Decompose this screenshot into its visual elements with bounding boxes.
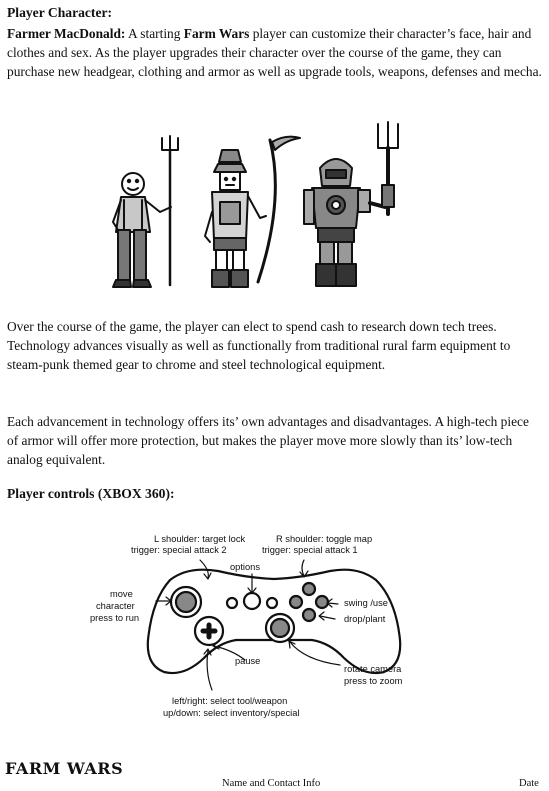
label-move-1: move xyxy=(110,589,133,599)
label-options: options xyxy=(230,562,260,572)
farm-wars-logo: FARM WARS xyxy=(5,759,124,778)
label-swing: swing /use xyxy=(344,598,388,608)
farmer-steampunk-figure xyxy=(205,137,300,287)
controls-heading: Player controls (XBOX 360): xyxy=(7,486,175,501)
label-rotate-2: press to zoom xyxy=(344,676,403,686)
game-name: Farm Wars xyxy=(183,26,250,41)
contact-info: Name and Contact Info xyxy=(222,778,321,789)
label-move-3: press to run xyxy=(90,613,140,623)
label-move-2: character xyxy=(96,601,135,611)
section-title: Player Character: xyxy=(7,5,113,20)
label-l-trigger: trigger: special attack 2 xyxy=(131,545,227,555)
tech-tree-paragraph: Over the course of the game, the player can elect to spend cash to research down tech trees. Technology advances visually as well as functionally from traditional rural farm equipment to steam-punk themed gear to chrome and steel technological equipment. xyxy=(7,319,511,372)
intro-text-2: player can customize their character’s face, hair and clothes and sex. As the player upgrades their character over the course of the game, they can purchase new headgear, clothing and armor as well as upgrade tools, weapons, defenses and mecha. xyxy=(7,26,542,79)
character-name: Farmer MacDonald: xyxy=(7,26,126,41)
farmer-robot-figure xyxy=(304,122,398,286)
label-dpad-2: up/down: select inventory/special xyxy=(163,708,300,718)
label-drop: drop/plant xyxy=(344,614,386,624)
intro-text-1: A starting xyxy=(125,26,184,41)
character-illustrations xyxy=(0,118,549,298)
label-r-shoulder: R shoulder: toggle map xyxy=(276,534,373,544)
date-label: Date xyxy=(519,778,539,789)
label-l-shoulder: L shoulder: target lock xyxy=(154,534,246,544)
label-pause: pause xyxy=(235,656,261,666)
label-dpad-1: left/right: select tool/weapon xyxy=(172,696,288,706)
intro-paragraph xyxy=(7,24,543,81)
tradeoffs-paragraph: Each advancement in technology offers its’ own advantages and disadvantages. A high-tech piece of armor will offer more protection, but makes the player move more slowly than its’ low-tech analog equivalent. xyxy=(7,414,529,467)
label-r-trigger: trigger: special attack 1 xyxy=(262,545,358,555)
label-rotate-1: rotate camera xyxy=(344,664,402,674)
farmer-basic-figure xyxy=(113,136,178,287)
